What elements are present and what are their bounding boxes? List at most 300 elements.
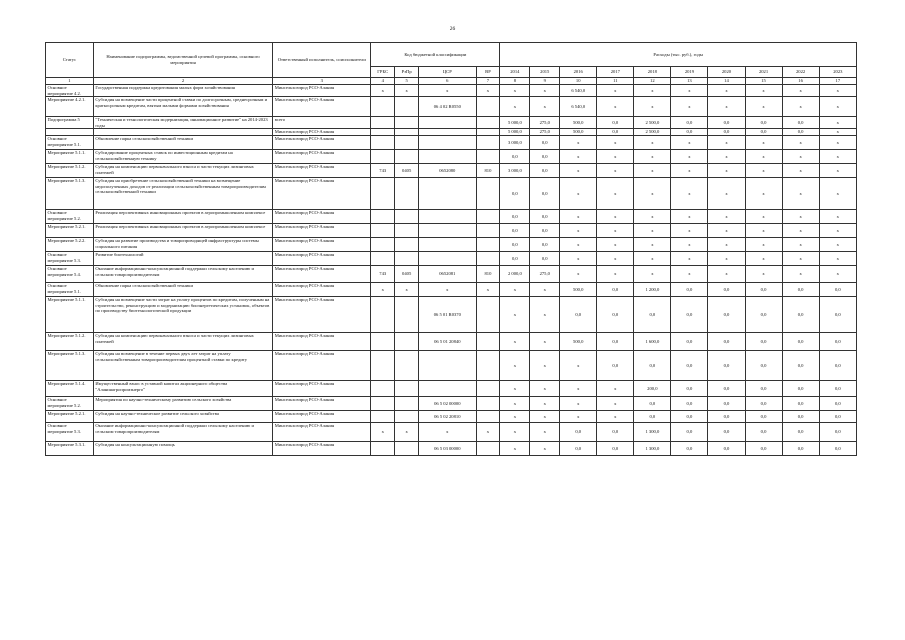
table-row [46,209,857,223]
row-name: Субсидирование процентных ставок по инвестиционным кредитам на сельскохозяйственную технику [93,149,272,163]
row-year-value: 0,0 [782,129,819,136]
row-csr [419,129,476,136]
column-number: 3 [273,78,371,85]
row-executor: Минсельхозпрод РСО-Алания [273,422,371,441]
row-year-value: x [597,149,634,163]
row-year-value: x [782,209,819,223]
header-year: 2019 [671,67,708,78]
row-name: Субсидия на развитие производства и товаропроводящей инфраструктуры системы социального питания [93,237,272,251]
row-status: Основное мероприятие 4.2. [46,85,94,97]
header-year: 2022 [782,67,819,78]
row-csr: 06 5 02 00000 [419,396,476,410]
row-year-value: 0,0 [500,251,530,265]
row-year-value: 0,0 [782,350,819,380]
row-year-value: 0,0 [530,135,560,149]
row-year-value: x [671,251,708,265]
row-year-value: x [671,223,708,237]
row-year-value: 0,0 [819,441,856,455]
row-year-value: 0,0 [708,410,745,422]
row-year-value: 0,0 [708,332,745,350]
column-number: 13 [671,78,708,85]
row-executor: Минсельхозпрод РСО-Алания [273,97,371,117]
row-vr [476,129,500,136]
row-year-value: x [560,380,597,396]
row-year-value: 0,0 [782,380,819,396]
row-year-value: x [634,135,671,149]
row-vr [476,410,500,422]
row-year-value: x [782,251,819,265]
table-row [46,97,857,117]
row-year-value: x [634,163,671,177]
row-name: Субсидия на консультационную помощь [93,441,272,455]
row-year-value: 0,0 [671,441,708,455]
row-year-value: x [819,223,856,237]
row-executor: Минсельхозпрод РСО-Алания [273,441,371,455]
row-csr [419,223,476,237]
row-year-value: 1 600,0 [634,332,671,350]
row-year-value: x [708,149,745,163]
table-row [46,296,857,332]
row-year-value: 0,0 [819,296,856,332]
row-year-value: x [782,223,819,237]
row-csr [419,209,476,223]
row-name: Субсидия на возмещение части процентной ставки по долгосрочным, среднесрочным и краткосрочным кредитам, взятым малыми формами хозяйствования [93,97,272,117]
column-number: 14 [708,78,745,85]
row-name: Имущественный взнос в уставной капитал акционерного общества "Аланияагропромэнерго" [93,380,272,396]
row-grbs: x [371,85,395,97]
row-year-value: x [782,237,819,251]
row-year-value: 0,0 [530,149,560,163]
row-rzpr [395,135,419,149]
row-year-value: 0,0 [782,396,819,410]
row-year-value: 0,0 [745,422,782,441]
row-year-value: 0,0 [819,380,856,396]
row-year-value: x [819,237,856,251]
row-grbs [371,380,395,396]
row-year-value: 5 000,0 [500,129,530,136]
row-year-value: x [708,265,745,282]
row-year-value: 0,0 [671,117,708,129]
table-row [46,85,857,97]
table-row [46,282,857,296]
row-year-value: 0,0 [530,177,560,209]
row-executor: Минсельхозпрод РСО-Алания [273,135,371,149]
column-number: 1 [46,78,94,85]
header-code: ВР [476,67,500,78]
row-year-value: 0,0 [671,396,708,410]
row-year-value: x [560,251,597,265]
row-year-value: x [597,410,634,422]
row-year-value: 0,0 [597,117,634,129]
row-year-value: 0,0 [819,332,856,350]
row-year-value: x [530,85,560,97]
row-year-value: 0,0 [782,282,819,296]
row-csr [419,237,476,251]
row-year-value: x [819,265,856,282]
row-executor: Минсельхозпрод РСО-Алания [273,350,371,380]
row-year-value: x [530,296,560,332]
row-status: Мероприятие 5.3.1. [46,441,94,455]
row-status: Основное мероприятие 5.4. [46,265,94,282]
row-name: Субсидия на возмещение в течение первых двух лет затрат на уплату сельскохозяйственным товаропроизводителям процентной ставки по кредиту [93,350,272,380]
row-year-value: x [530,380,560,396]
row-grbs [371,296,395,332]
row-year-value: x [530,396,560,410]
row-year-value: x [530,282,560,296]
row-year-value: 0,0 [500,223,530,237]
row-year-value: x [634,265,671,282]
row-csr: 06 5 03 00000 [419,441,476,455]
column-number: 2 [93,78,272,85]
row-year-value: 0,0 [597,441,634,455]
row-year-value: x [560,410,597,422]
row-year-value: 0,0 [745,129,782,136]
row-year-value: x [708,223,745,237]
row-csr: x [419,282,476,296]
row-year-value: x [671,163,708,177]
row-name: Обновление парка сельскохозяйственной техники [93,282,272,296]
row-executor: Минсельхозпрод РСО-Алания [273,129,371,136]
row-year-value: 0,0 [708,441,745,455]
row-year-value: x [634,149,671,163]
row-year-value: x [560,163,597,177]
row-status: Мероприятие 5.1.2. [46,332,94,350]
row-year-value: x [708,237,745,251]
row-year-value: 0,0 [819,422,856,441]
row-year-value: x [745,135,782,149]
header-year: 2020 [708,67,745,78]
row-year-value: 0,0 [819,410,856,422]
row-year-value: 0,0 [745,350,782,380]
row-year-value: 0,0 [530,251,560,265]
row-year-value: x [745,97,782,117]
row-status: Мероприятие 5.2.2. [46,237,94,251]
row-year-value: 1 300,0 [634,422,671,441]
row-year-value: 0,0 [500,209,530,223]
row-year-value: x [671,265,708,282]
table-row [46,410,857,422]
row-vr [476,251,500,265]
row-csr: x [419,422,476,441]
row-year-value: 0,0 [500,177,530,209]
row-year-value: 0,0 [530,237,560,251]
row-year-value: 2 000,0 [500,265,530,282]
row-year-value: 0,0 [634,296,671,332]
row-year-value: 200,0 [634,380,671,396]
row-year-value: x [745,237,782,251]
row-year-value: x [597,177,634,209]
column-number: 16 [782,78,819,85]
row-year-value: x [597,237,634,251]
header-budget-code: Код бюджетной классификации [371,43,500,67]
row-year-value: x [560,149,597,163]
row-year-value: x [634,209,671,223]
table-row [46,380,857,396]
row-executor: Минсельхозпрод РСО-Алания [273,177,371,209]
row-rzpr: 0405 [395,163,419,177]
row-year-value: 0,0 [671,282,708,296]
header-year: 2014 [500,67,530,78]
row-executor: Минсельхозпрод РСО-Алания [273,209,371,223]
row-year-value: 0,0 [597,422,634,441]
row-year-value: x [560,237,597,251]
row-rzpr [395,350,419,380]
row-name: Оказание информационно-консультационной поддержки сельскому населению и сельским товаропроизводителям [93,265,272,282]
row-name: Субсидия на научно-техническое развитие сельского хозяйства [93,410,272,422]
row-status: Мероприятие 5.1.3. [46,177,94,209]
row-grbs [371,396,395,410]
row-rzpr: x [395,282,419,296]
row-vr [476,396,500,410]
row-year-value: x [819,97,856,117]
row-name: Реализация перспективных инновационных проектов в агропромышленном комплексе [93,223,272,237]
row-year-value: 500,0 [560,282,597,296]
row-year-value: 0,0 [745,396,782,410]
row-rzpr [395,296,419,332]
row-year-value: x [745,223,782,237]
header-name: Наименование подпрограммы, ведомственной целевой программы, основного мероприятия [93,43,272,78]
row-year-value: 0,0 [671,129,708,136]
row-csr [419,117,476,129]
row-grbs [371,251,395,265]
row-grbs [371,135,395,149]
row-name: Мероприятия по научно-техническому развитию сельского хозяйства [93,396,272,410]
row-status: Мероприятие 5.1.2. [46,163,94,177]
row-status: Мероприятие 4.2.1. [46,97,94,117]
row-year-value: x [597,163,634,177]
row-csr [419,251,476,265]
header-status: Статус [46,43,94,78]
column-number: 6 [419,78,476,85]
row-year-value: x [530,332,560,350]
table-row [46,177,857,209]
column-number: 4 [371,78,395,85]
row-grbs: 743 [371,265,395,282]
row-year-value: 0,0 [671,296,708,332]
row-csr: 06 5 01 20840 [419,332,476,350]
row-executor: Минсельхозпрод РСО-Алания [273,251,371,265]
row-grbs [371,350,395,380]
row-year-value: x [597,135,634,149]
column-number: 17 [819,78,856,85]
row-year-value: 0,0 [634,396,671,410]
row-year-value: 0,0 [671,350,708,380]
row-rzpr [395,410,419,422]
row-status: Основное мероприятие 5.3. [46,251,94,265]
row-vr [476,135,500,149]
row-vr [476,380,500,396]
row-csr [419,135,476,149]
row-year-value: 2 500,0 [634,129,671,136]
row-year-value: 5 000,0 [500,117,530,129]
column-number: 8 [500,78,530,85]
row-executor: Минсельхозпрод РСО-Алания [273,410,371,422]
table-row [46,163,857,177]
row-grbs [371,117,395,129]
row-executor: Минсельхозпрод РСО-Алания [273,380,371,396]
header-year: 2023 [819,67,856,78]
row-year-value: 0,0 [782,332,819,350]
row-status: Основное мероприятие 5.2. [46,209,94,223]
row-year-value: 0,0 [708,396,745,410]
row-year-value: x [634,237,671,251]
row-year-value: x [819,85,856,97]
row-name: Оказание информационно-консультационной поддержки сельскому населению и сельским товаропроизводителям [93,422,272,441]
row-year-value: 2 500,0 [634,117,671,129]
row-year-value: x [500,332,530,350]
header-expenses: Расходы (тыс. руб.), годы [500,43,857,67]
row-year-value: x [819,129,856,136]
table-row [46,149,857,163]
row-year-value: 275,0 [530,265,560,282]
row-year-value: x [708,97,745,117]
column-number: 5 [395,78,419,85]
row-vr: x [476,422,500,441]
row-vr: x [476,282,500,296]
row-year-value: 0,0 [671,410,708,422]
row-year-value: x [530,97,560,117]
row-year-value: x [819,117,856,129]
row-year-value: x [500,396,530,410]
row-rzpr [395,117,419,129]
row-vr [476,332,500,350]
row-year-value: 0,0 [782,410,819,422]
row-year-value: 0,0 [634,350,671,380]
row-vr [476,209,500,223]
column-number: 11 [597,78,634,85]
row-grbs: 743 [371,163,395,177]
row-year-value: x [745,177,782,209]
row-rzpr [395,332,419,350]
row-year-value: 0,0 [708,129,745,136]
column-number: 10 [560,78,597,85]
row-year-value: x [500,97,530,117]
row-year-value: x [597,251,634,265]
row-year-value: 0,0 [745,282,782,296]
row-year-value: x [782,149,819,163]
row-name [93,129,272,136]
row-grbs [371,237,395,251]
table-row [46,129,857,136]
row-year-value: x [500,410,530,422]
row-year-value: x [500,350,530,380]
row-executor: Минсельхозпрод РСО-Алания [273,332,371,350]
row-csr: x [419,85,476,97]
row-rzpr [395,396,419,410]
row-status: Мероприятие 5.1.1. [46,149,94,163]
row-year-value: x [560,223,597,237]
row-year-value: x [671,237,708,251]
row-name: Субсидия на приобретение сельскохозяйственной техники на возмещение недополученных доходов от реализации сельскохозяйственным товаропроизводителям сельскохозяйственной техники [93,177,272,209]
table-row [46,117,857,129]
table-row [46,396,857,410]
row-status: Мероприятие 5.1.1. [46,296,94,332]
column-number: 12 [634,78,671,85]
row-year-value: x [597,85,634,97]
row-year-value: 0,0 [708,380,745,396]
row-year-value: x [671,135,708,149]
row-year-value: x [500,441,530,455]
row-year-value: x [560,209,597,223]
row-rzpr: 0405 [395,265,419,282]
row-grbs [371,177,395,209]
row-rzpr [395,441,419,455]
row-executor: Минсельхозпрод РСО-Алания [273,85,371,97]
row-year-value: 6 540,0 [560,97,597,117]
row-year-value: x [708,209,745,223]
row-year-value: x [819,209,856,223]
row-vr [476,177,500,209]
row-vr: 810 [476,163,500,177]
table-row [46,422,857,441]
row-year-value: 0,0 [597,332,634,350]
row-year-value: x [597,380,634,396]
row-vr: 810 [476,265,500,282]
row-year-value: x [634,251,671,265]
row-year-value: x [560,177,597,209]
row-year-value: 0,0 [671,380,708,396]
row-rzpr [395,177,419,209]
row-year-value: x [560,265,597,282]
row-year-value: 0,0 [560,422,597,441]
row-grbs [371,332,395,350]
row-year-value: x [745,209,782,223]
header-year: 2021 [745,67,782,78]
row-year-value: x [708,135,745,149]
row-rzpr [395,209,419,223]
row-name: Реализация перспективных инновационных проектов в агропромышленном комплексе [93,209,272,223]
row-status [46,129,94,136]
row-year-value: x [782,85,819,97]
row-status: Основное мероприятие 5.3. [46,422,94,441]
row-name: Обновление парка сельскохозяйственной техники [93,135,272,149]
table-row [46,223,857,237]
row-year-value: x [634,223,671,237]
table-row [46,332,857,350]
row-year-value: 0,0 [745,117,782,129]
row-year-value: 0,0 [708,282,745,296]
row-year-value: x [671,149,708,163]
row-year-value: x [671,209,708,223]
row-year-value: x [597,97,634,117]
row-year-value: 0,0 [708,117,745,129]
row-csr [419,177,476,209]
row-year-value: 3 000,0 [500,135,530,149]
row-vr [476,441,500,455]
row-name: Субсидия на компенсацию первоначального взноса и части текущих лизинговых платежей [93,163,272,177]
row-year-value: 0,0 [597,282,634,296]
row-vr [476,117,500,129]
row-year-value: x [560,135,597,149]
row-year-value: x [597,265,634,282]
row-year-value: 0,0 [782,422,819,441]
row-year-value: x [634,85,671,97]
row-year-value: 0,0 [597,296,634,332]
row-year-value: x [597,209,634,223]
row-year-value: 275,0 [530,129,560,136]
row-grbs [371,209,395,223]
row-executor: Минсельхозпрод РСО-Алания [273,237,371,251]
row-year-value: x [819,177,856,209]
header-code: РзПр [395,67,419,78]
row-year-value: 1 300,0 [634,441,671,455]
row-rzpr [395,380,419,396]
row-status: Основное мероприятие 5.1. [46,135,94,149]
row-year-value: 500,0 [560,117,597,129]
row-year-value: x [708,251,745,265]
row-executor: Минсельхозпрод РСО-Алания [273,265,371,282]
row-rzpr: x [395,85,419,97]
